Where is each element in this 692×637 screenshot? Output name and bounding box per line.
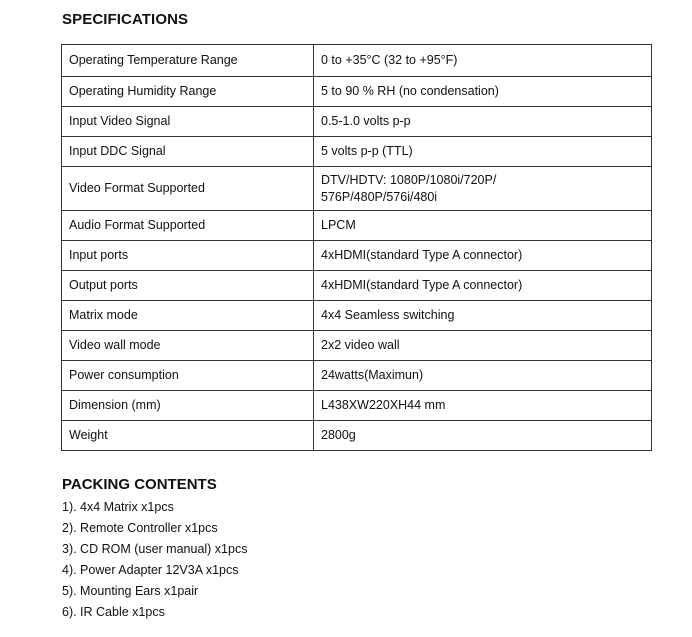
spec-value: 4x4 Seamless switching bbox=[314, 301, 652, 331]
spec-value-line: 576P/480P/576i/480i bbox=[321, 189, 438, 204]
list-item: 5). Mounting Ears x1pair bbox=[62, 584, 199, 598]
table-row bbox=[62, 331, 652, 361]
spec-value: 5 volts p-p (TTL) bbox=[314, 137, 652, 167]
spec-label: Weight bbox=[62, 421, 314, 451]
spec-value: LPCM bbox=[314, 211, 652, 241]
table-row bbox=[62, 107, 652, 137]
spec-label: Output ports bbox=[62, 271, 314, 301]
spec-label: Audio Format Supported bbox=[62, 211, 314, 241]
table-row bbox=[62, 391, 652, 421]
spec-value bbox=[314, 167, 652, 211]
spec-label: Power consumption bbox=[62, 361, 314, 391]
table-row bbox=[62, 211, 652, 241]
list-item: 1). 4x4 Matrix x1pcs bbox=[62, 500, 174, 514]
table-row bbox=[62, 301, 652, 331]
spec-value: 5 to 90 % RH (no condensation) bbox=[314, 77, 652, 107]
spec-value: 4xHDMI(standard Type A connector) bbox=[314, 271, 652, 301]
spec-label: Matrix mode bbox=[62, 301, 314, 331]
spec-label: Input DDC Signal bbox=[62, 137, 314, 167]
spec-value: 0.5-1.0 volts p-p bbox=[314, 107, 652, 137]
spec-label: Dimension (mm) bbox=[62, 391, 314, 421]
table-row bbox=[62, 241, 652, 271]
spec-value-line: DTV/HDTV: 1080P/1080i/720P/ bbox=[321, 172, 497, 187]
table-row bbox=[62, 77, 652, 107]
spec-label: Operating Humidity Range bbox=[62, 77, 314, 107]
table-row bbox=[62, 271, 652, 301]
specifications-table bbox=[61, 44, 652, 451]
table-row bbox=[62, 137, 652, 167]
table-row bbox=[62, 167, 652, 211]
spec-value: L438XW220XH44 mm bbox=[314, 391, 652, 421]
spec-label: Video wall mode bbox=[62, 331, 314, 361]
table-row bbox=[62, 361, 652, 391]
spec-value: 4xHDMI(standard Type A connector) bbox=[314, 241, 652, 271]
spec-value: 2800g bbox=[314, 421, 652, 451]
packing-contents-heading: PACKING CONTENTS bbox=[62, 476, 217, 493]
table-row bbox=[62, 45, 652, 77]
specifications-heading: SPECIFICATIONS bbox=[62, 11, 189, 28]
list-item: 2). Remote Controller x1pcs bbox=[62, 521, 218, 535]
spec-value: 0 to +35°C (32 to +95°F) bbox=[314, 45, 652, 77]
spec-label: Input Video Signal bbox=[62, 107, 314, 137]
spec-value: 24watts(Maximun) bbox=[314, 361, 652, 391]
list-item: 6). IR Cable x1pcs bbox=[62, 605, 165, 619]
list-item: 4). Power Adapter 12V3A x1pcs bbox=[62, 563, 239, 577]
spec-value: 2x2 video wall bbox=[314, 331, 652, 361]
table-row bbox=[62, 421, 652, 451]
list-item: 3). CD ROM (user manual) x1pcs bbox=[62, 542, 248, 556]
spec-label: Video Format Supported bbox=[62, 167, 314, 211]
spec-label: Input ports bbox=[62, 241, 314, 271]
packing-contents-list bbox=[62, 497, 247, 623]
spec-label: Operating Temperature Range bbox=[62, 45, 314, 77]
